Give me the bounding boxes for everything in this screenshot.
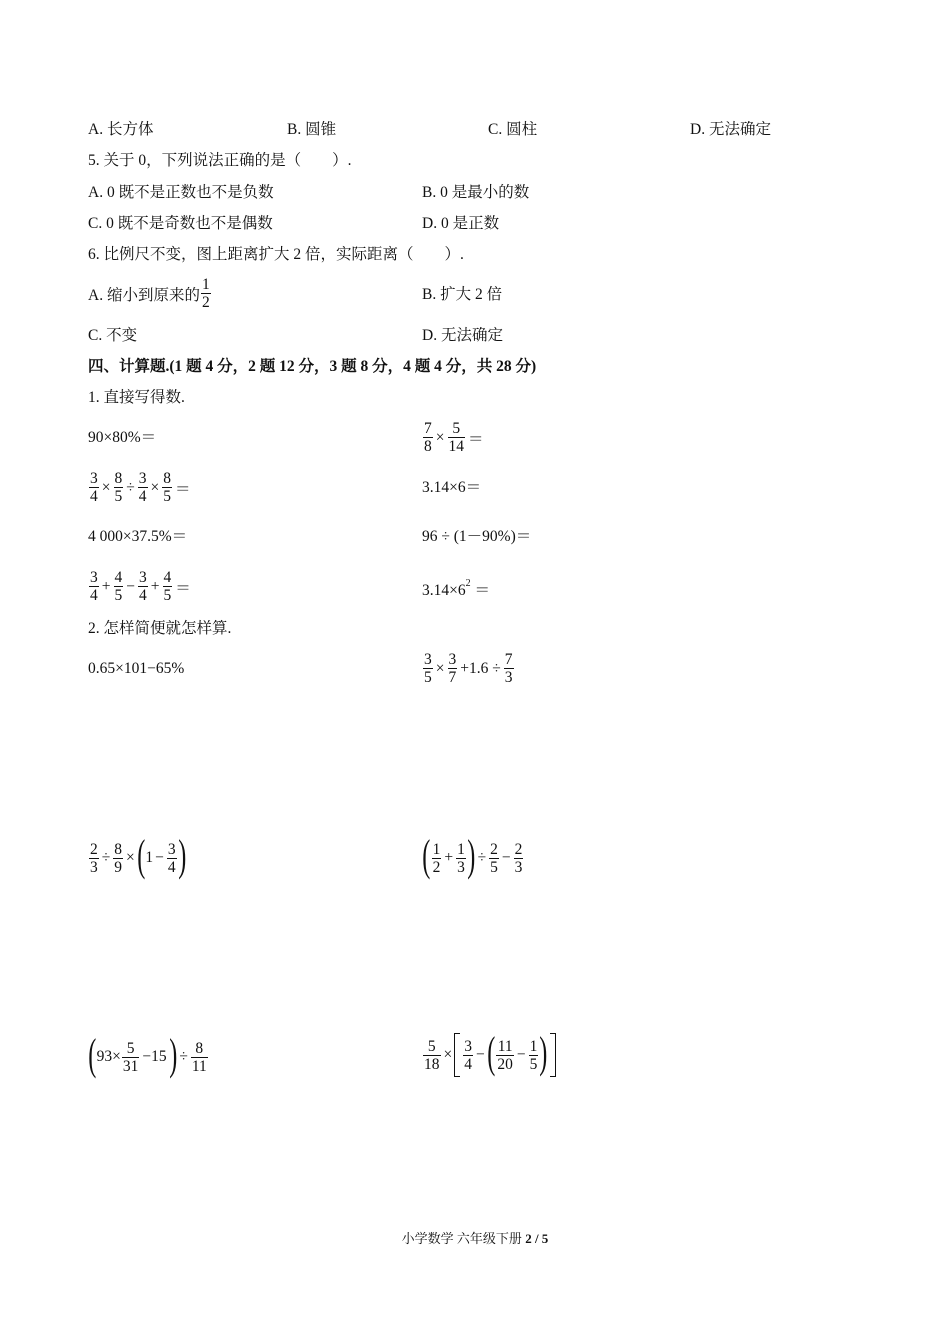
q6-option-a [88,276,212,311]
simplify-1: 0.65×101−65% [88,660,185,677]
page-footer [0,1228,950,1247]
expr-96-div: 96 ÷ (1－90%)＝ [422,528,532,545]
q6-stem: 6. 比例尺不变，图上距离扩大 2 倍，实际距离（ ）. [88,246,464,263]
q6-option-d: D. 无法确定 [422,327,503,344]
q4-option-d: D. 无法确定 [690,121,771,138]
q6-option-a-text: A. 缩小到原来的 [88,286,200,304]
expr-7-8-times-5-14: $\frac{7}{8}$ × $\frac{5}{14}$ ＝ [424,420,484,455]
q4-option-b: B. 圆锥 [287,121,337,138]
simplify-2: $\frac{3}{5}$ × $\frac{3}{7}$ +1.6 ÷ $\frac{7}{3}$ [424,651,513,686]
q4-option-a: A. 长方体 [88,121,154,138]
expr-fraction-sum: 3 4 + $\frac{4}{5}$ − $\frac{3}{4}$ + $\frac{4}{5}$ ＝ [90,569,191,604]
q2-title: 2. 怎样简便就怎样算. [88,620,232,637]
q5-stem: 5. 关于 0，下列说法正确的是（ ）. [88,152,352,169]
expr-fraction-chain: $\frac{3}{4}$ × $\frac{8}{5}$ ÷ $\frac{3}{4}$ × $\frac{8}{5}$ ＝ [90,470,191,505]
section4-title: 四、计算题.(1 题 4 分，2 题 12 分，3 题 8 分，4 题 4 分，共 28 分) [88,358,537,375]
expr-90x80: 90×80%＝ [88,429,157,446]
q5-option-c: C. 0 既不是奇数也不是偶数 [88,215,273,232]
q5-option-d: D. 0 是正数 [422,215,500,232]
simplify-5: ( 93× $\frac{5}{31}$ −15 ) ÷ $\frac{8}{11}$ [88,1030,207,1079]
simplify-6: $\frac{5}{18}$ × 3 4 − ( 11 20 − $\frac{1}{5}$ ) [422,1033,556,1077]
q6-option-b: B. 扩大 2 倍 [422,286,503,303]
q4-option-c: C. 圆柱 [488,121,538,138]
q5-option-b: B. 0 是最小的数 [422,184,530,201]
fraction: 1 2 [201,276,210,311]
q1-title: 1. 直接写得数. [88,389,185,406]
q6-option-c: C. 不变 [88,327,138,344]
expr-4000x37-5: 4 000×37.5%＝ [88,528,188,545]
q5-option-a: A. 0 既不是正数也不是负数 [88,184,274,201]
footer-subject: 小学数学 六年级下册 [401,1231,522,1246]
simplify-3: $\frac{2}{3}$ ÷ $\frac{8}{9}$ × ( 1 − $\frac{3}{4}$ ) [90,831,187,880]
expr-3-14x6: 3.14×6＝ [422,479,482,496]
expr-3-14x6-squared: $3.14\times 6^2$ ＝ [422,578,491,600]
simplify-4: ( 1 2 + $\frac{1}{3}$ ) ÷ $\frac{2}{5}$ − $\frac{2}{3}$ [422,831,523,880]
footer-page-number: 2 / 5 [525,1231,549,1246]
